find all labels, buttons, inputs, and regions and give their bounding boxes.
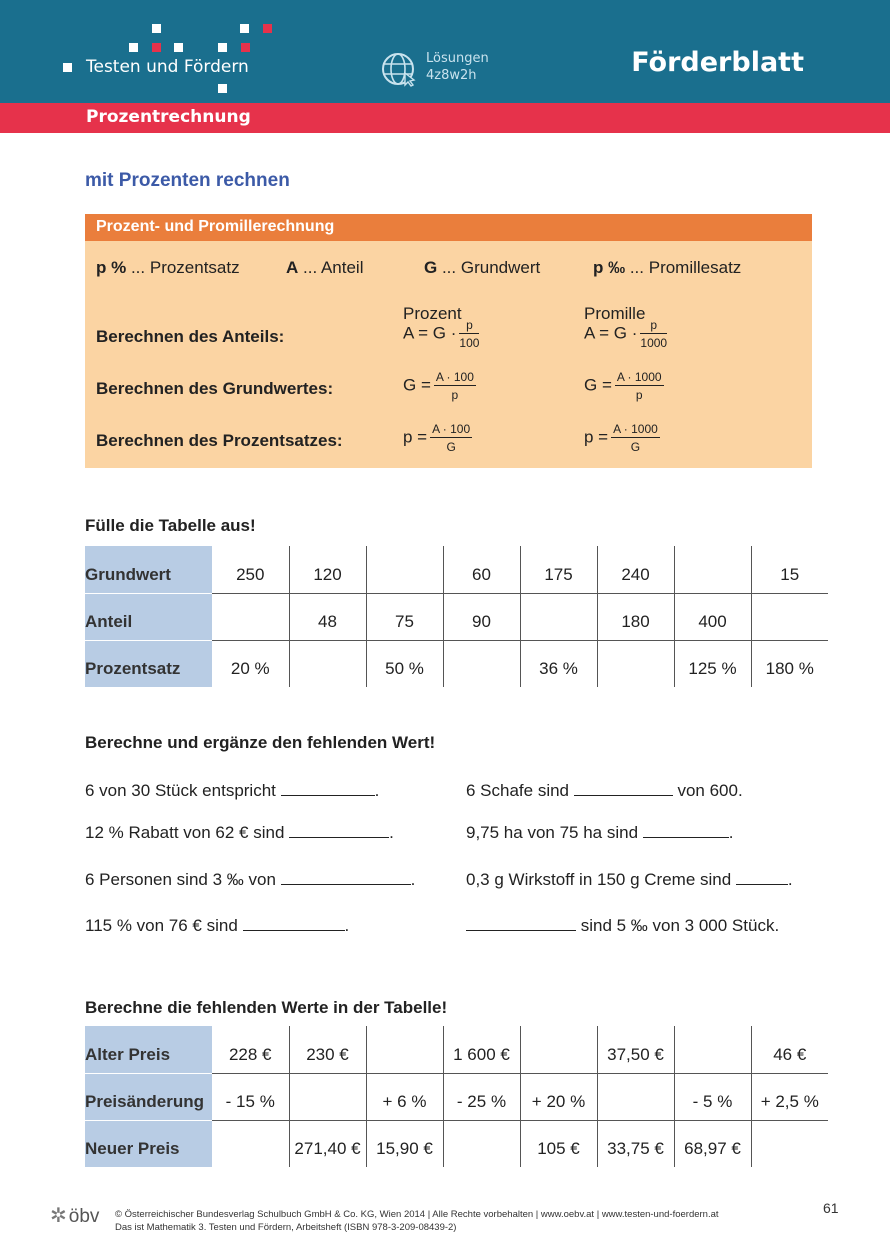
table-cell: 125 % [674, 640, 751, 687]
logo-dot [174, 43, 183, 52]
table-cell[interactable] [597, 640, 674, 687]
table-cell[interactable] [674, 546, 751, 593]
table-cell[interactable] [289, 640, 366, 687]
copyright-text: © Österreichischer Bundesverlag Schulbuch GmbH & Co. KG, Wien 2014 | Alle Rechte vorbehalten | www.oebv.at | www.testen-und-foerdern.at Das ist Mathematik 3. Testen und Fördern, Arbeitsheft (ISBN 978-3-209-08439-2) [115, 1209, 719, 1233]
answer-blank[interactable] [574, 781, 673, 796]
formula-box-heading: Prozent- und Promillerechnung [85, 214, 812, 241]
logo-dot [218, 43, 227, 52]
exercise-item: 6 Schafe sind von 600. [466, 781, 743, 800]
logo-dot [129, 43, 138, 52]
table-cell: 1 600 € [443, 1026, 520, 1073]
formula-permille: G = $\frac{A \cdot 1000}{p}$ [584, 370, 662, 402]
exercise-item: 115 % von 76 € sind . [85, 916, 350, 935]
row-label: Neuer Preis [85, 1120, 212, 1167]
answer-blank[interactable] [466, 916, 576, 931]
table-cell: + 6 % [366, 1073, 443, 1120]
table-cell: - 15 % [212, 1073, 289, 1120]
publisher-logo: ✲ öbv [50, 1205, 100, 1227]
table-cell: 250 [212, 546, 289, 593]
table-cell: 230 € [289, 1026, 366, 1073]
table-cell[interactable] [597, 1073, 674, 1120]
table-cell: 20 % [230, 659, 270, 678]
formula-label: Berechnen des Grundwertes: [96, 379, 334, 398]
solutions-label: Lösungen [426, 51, 489, 66]
asterisk-icon: ✲ [50, 1205, 67, 1227]
formula-box [85, 214, 812, 468]
table-cell: 240 [597, 546, 674, 593]
answer-blank[interactable] [643, 823, 729, 838]
table-cell: 175 [520, 546, 597, 593]
table-cell: - 5 % [674, 1073, 751, 1120]
row-label: Prozentsatz [85, 640, 212, 687]
table-cell: 228 € [212, 1026, 289, 1073]
table-cell: 90 [443, 593, 520, 640]
logo-dot [240, 24, 249, 33]
legend-item: G ... Grundwert [424, 258, 541, 277]
legend-item: p ‰ ... Promillesatz [593, 258, 742, 277]
table-cell: 37,50 € [597, 1026, 674, 1073]
table-cell[interactable] [674, 1026, 751, 1073]
answer-blank[interactable] [243, 916, 345, 931]
table-cell: 120 [289, 546, 366, 593]
section-title: mit Prozenten rechnen [85, 170, 290, 191]
header-bar [0, 0, 890, 103]
exercise-item: 12 % Rabatt von 62 € sind . [85, 823, 394, 842]
table-cell[interactable] [443, 640, 520, 687]
table-cell: 180 [597, 593, 674, 640]
table-cell: 75 [366, 593, 443, 640]
solutions-code: 4z8w2h [426, 68, 477, 83]
solutions-link[interactable] [426, 50, 489, 84]
logo-dot [218, 84, 227, 93]
column-heading-percent: Prozent [403, 304, 462, 323]
logo-dot [63, 63, 72, 72]
table-cell: + 2,5 % [751, 1073, 828, 1120]
table-cell[interactable] [289, 1073, 366, 1120]
table-cell: - 25 % [443, 1073, 520, 1120]
table-cell[interactable] [212, 1120, 289, 1167]
answer-blank[interactable] [281, 870, 411, 885]
globe-icon[interactable] [381, 51, 417, 87]
formula-permille: A = G · $\frac{p}{1000}$ [584, 318, 668, 350]
table-row [85, 593, 828, 640]
topic-bar [0, 103, 890, 133]
table-row [85, 1120, 828, 1167]
table-cell[interactable] [520, 1026, 597, 1073]
exercise-item: 6 Personen sind 3 ‰ von . [85, 870, 416, 889]
table-cell: 15 [751, 546, 828, 593]
row-label: Alter Preis [85, 1026, 212, 1073]
table-cell[interactable] [751, 1120, 828, 1167]
task3-title: Berechne die fehlenden Werte in der Tabelle! [85, 998, 448, 1017]
logo-dot [152, 43, 161, 52]
exercise-item: 0,3 g Wirkstoff in 150 g Creme sind . [466, 870, 793, 889]
logo-dot [152, 24, 161, 33]
formula-percent: G = $\frac{A \cdot 100}{p}$ [403, 370, 474, 402]
task1-title: Fülle die Tabelle aus! [85, 516, 256, 535]
row-label: Grundwert [85, 546, 212, 593]
topic-label: Prozentrechnung [86, 107, 251, 127]
table-cell: 46 € [751, 1026, 828, 1073]
table-cell: 105 € [520, 1120, 597, 1167]
percent-table [85, 546, 828, 687]
exercise-item: sind 5 ‰ von 3 000 Stück. [466, 916, 779, 936]
table-cell[interactable] [443, 1120, 520, 1167]
table-cell: 33,75 € [597, 1120, 674, 1167]
table-cell: 60 [443, 546, 520, 593]
task2-title: Berechne und ergänze den fehlenden Wert! [85, 733, 436, 752]
table-cell[interactable] [212, 593, 289, 640]
formula-label: Berechnen des Anteils: [96, 327, 285, 346]
page-title: Förderblatt [631, 47, 804, 78]
formula-percent: p = $\frac{A \cdot 100}{G}$ [403, 422, 471, 454]
table-cell: 68,97 € [674, 1120, 751, 1167]
table-row [85, 1073, 828, 1120]
table-cell[interactable] [751, 593, 828, 640]
formula-percent: A = G · $\frac{p}{100}$ [403, 318, 480, 350]
exercise-item: 6 von 30 Stück entspricht . [85, 781, 380, 800]
logo-dot [241, 43, 250, 52]
table-cell: 48 [289, 593, 366, 640]
table-cell: 180 % [751, 640, 828, 687]
row-label: Anteil [85, 593, 212, 640]
legend-item: p % ... Prozentsatz [96, 258, 240, 277]
table-row [85, 546, 828, 593]
table-row [85, 1026, 828, 1073]
legend-item: A ... Anteil [286, 258, 364, 277]
table-cell[interactable] [520, 593, 597, 640]
row-label: Preisänderung [85, 1073, 212, 1120]
logo-dot [263, 24, 272, 33]
table-cell: 15,90 € [366, 1120, 443, 1167]
table-cell[interactable] [366, 1026, 443, 1073]
exercise-item: 9,75 ha von 75 ha sind . [466, 823, 734, 842]
table-cell: 400 [674, 593, 751, 640]
formula-label: Berechnen des Prozentsatzes: [96, 431, 343, 450]
table-cell: 271,40 € [289, 1120, 366, 1167]
answer-blank[interactable] [289, 823, 389, 838]
table-cell[interactable] [366, 546, 443, 593]
table-row [85, 640, 828, 687]
price-table [85, 1026, 828, 1167]
table-cell: + 20 % [520, 1073, 597, 1120]
answer-blank[interactable] [736, 870, 788, 885]
table-cell: 36 % [520, 640, 597, 687]
page-number: 61 [823, 1200, 839, 1216]
column-heading-permille: Promille [584, 304, 646, 323]
formula-permille: p = $\frac{A \cdot 1000}{G}$ [584, 422, 658, 454]
brand-name: Testen und Fördern [86, 57, 249, 77]
table-cell: 50 % [366, 640, 443, 687]
answer-blank[interactable] [281, 781, 375, 796]
